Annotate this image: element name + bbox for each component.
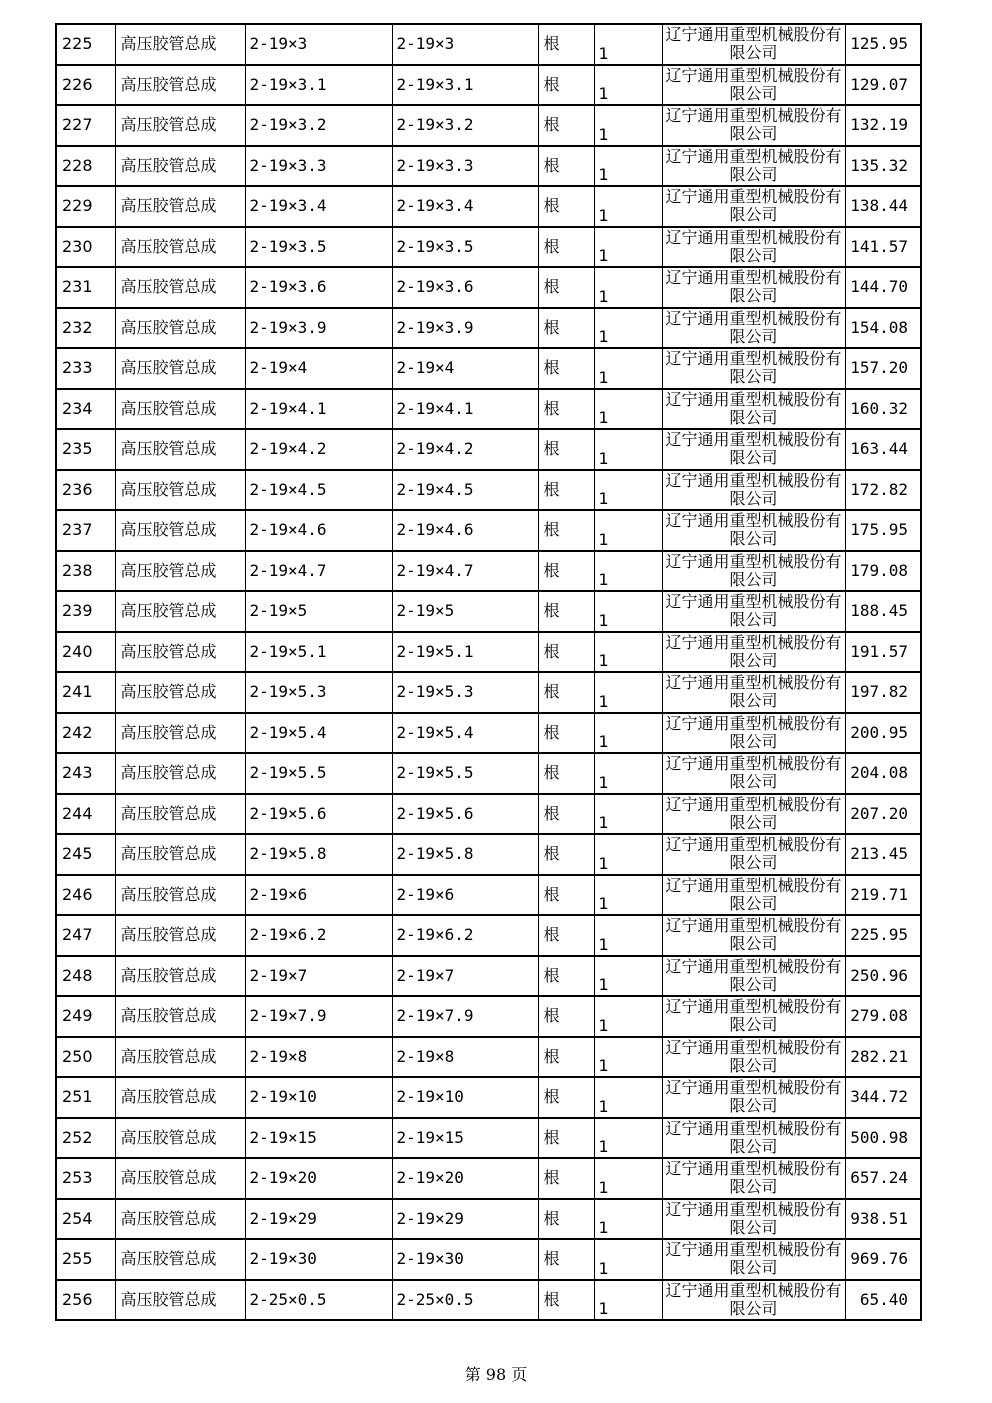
row-number: 243 bbox=[56, 753, 115, 794]
item-model: 2-19×5.1 bbox=[392, 632, 538, 673]
item-price: 282.21 bbox=[845, 1037, 921, 1078]
item-name: 高压胶管总成 bbox=[115, 713, 245, 754]
item-spec: 2-19×10 bbox=[245, 1077, 392, 1118]
item-price: 65.40 bbox=[845, 1280, 921, 1321]
item-manufacturer: 辽宁通用重型机械股份有限公司 bbox=[662, 753, 845, 794]
item-quantity: 1 bbox=[594, 672, 662, 713]
item-name: 高压胶管总成 bbox=[115, 551, 245, 592]
item-quantity: 1 bbox=[594, 227, 662, 268]
item-price: 657.24 bbox=[845, 1158, 921, 1199]
item-quantity: 1 bbox=[594, 65, 662, 106]
item-spec: 2-19×3.1 bbox=[245, 65, 392, 106]
item-unit: 根 bbox=[538, 24, 594, 65]
item-unit: 根 bbox=[538, 1037, 594, 1078]
row-number: 227 bbox=[56, 105, 115, 146]
item-price: 279.08 bbox=[845, 996, 921, 1037]
table-row bbox=[56, 956, 921, 997]
item-manufacturer: 辽宁通用重型机械股份有限公司 bbox=[662, 267, 845, 308]
item-manufacturer: 辽宁通用重型机械股份有限公司 bbox=[662, 1118, 845, 1159]
item-unit: 根 bbox=[538, 470, 594, 511]
item-model: 2-19×5.3 bbox=[392, 672, 538, 713]
item-manufacturer: 辽宁通用重型机械股份有限公司 bbox=[662, 834, 845, 875]
item-manufacturer: 辽宁通用重型机械股份有限公司 bbox=[662, 1037, 845, 1078]
item-unit: 根 bbox=[538, 672, 594, 713]
item-name: 高压胶管总成 bbox=[115, 1199, 245, 1240]
item-manufacturer: 辽宁通用重型机械股份有限公司 bbox=[662, 24, 845, 65]
item-model: 2-19×5.4 bbox=[392, 713, 538, 754]
row-number: 228 bbox=[56, 146, 115, 187]
item-quantity: 1 bbox=[594, 24, 662, 65]
item-spec: 2-19×7 bbox=[245, 956, 392, 997]
item-name: 高压胶管总成 bbox=[115, 1118, 245, 1159]
item-unit: 根 bbox=[538, 551, 594, 592]
item-unit: 根 bbox=[538, 65, 594, 106]
item-price: 500.98 bbox=[845, 1118, 921, 1159]
item-spec: 2-19×5.3 bbox=[245, 672, 392, 713]
item-manufacturer: 辽宁通用重型机械股份有限公司 bbox=[662, 915, 845, 956]
item-manufacturer: 辽宁通用重型机械股份有限公司 bbox=[662, 591, 845, 632]
item-name: 高压胶管总成 bbox=[115, 24, 245, 65]
item-quantity: 1 bbox=[594, 875, 662, 916]
item-quantity: 1 bbox=[594, 146, 662, 187]
item-name: 高压胶管总成 bbox=[115, 794, 245, 835]
item-unit: 根 bbox=[538, 1239, 594, 1280]
item-unit: 根 bbox=[538, 956, 594, 997]
row-number: 251 bbox=[56, 1077, 115, 1118]
item-quantity: 1 bbox=[594, 348, 662, 389]
table-row bbox=[56, 1077, 921, 1118]
table-row bbox=[56, 875, 921, 916]
item-name: 高压胶管总成 bbox=[115, 1239, 245, 1280]
item-quantity: 1 bbox=[594, 308, 662, 349]
item-unit: 根 bbox=[538, 1280, 594, 1321]
item-model: 2-19×5.5 bbox=[392, 753, 538, 794]
item-manufacturer: 辽宁通用重型机械股份有限公司 bbox=[662, 429, 845, 470]
item-manufacturer: 辽宁通用重型机械股份有限公司 bbox=[662, 996, 845, 1037]
table-row bbox=[56, 834, 921, 875]
table-row bbox=[56, 348, 921, 389]
item-name: 高压胶管总成 bbox=[115, 915, 245, 956]
item-name: 高压胶管总成 bbox=[115, 875, 245, 916]
item-quantity: 1 bbox=[594, 389, 662, 430]
item-manufacturer: 辽宁通用重型机械股份有限公司 bbox=[662, 389, 845, 430]
table-row bbox=[56, 267, 921, 308]
row-number: 252 bbox=[56, 1118, 115, 1159]
table-row bbox=[56, 794, 921, 835]
item-spec: 2-19×4.2 bbox=[245, 429, 392, 470]
item-manufacturer: 辽宁通用重型机械股份有限公司 bbox=[662, 348, 845, 389]
table-row bbox=[56, 429, 921, 470]
item-quantity: 1 bbox=[594, 834, 662, 875]
table-row bbox=[56, 1158, 921, 1199]
item-price: 200.95 bbox=[845, 713, 921, 754]
item-price: 225.95 bbox=[845, 915, 921, 956]
item-manufacturer: 辽宁通用重型机械股份有限公司 bbox=[662, 1077, 845, 1118]
item-model: 2-19×8 bbox=[392, 1037, 538, 1078]
item-model: 2-19×3.6 bbox=[392, 267, 538, 308]
item-manufacturer: 辽宁通用重型机械股份有限公司 bbox=[662, 1280, 845, 1321]
item-model: 2-19×3.3 bbox=[392, 146, 538, 187]
item-quantity: 1 bbox=[594, 956, 662, 997]
table-row bbox=[56, 65, 921, 106]
table-row bbox=[56, 227, 921, 268]
item-model: 2-19×7 bbox=[392, 956, 538, 997]
row-number: 226 bbox=[56, 65, 115, 106]
item-price: 969.76 bbox=[845, 1239, 921, 1280]
row-number: 255 bbox=[56, 1239, 115, 1280]
row-number: 233 bbox=[56, 348, 115, 389]
item-quantity: 1 bbox=[594, 470, 662, 511]
item-quantity: 1 bbox=[594, 915, 662, 956]
item-spec: 2-19×29 bbox=[245, 1199, 392, 1240]
row-number: 236 bbox=[56, 470, 115, 511]
item-name: 高压胶管总成 bbox=[115, 753, 245, 794]
item-name: 高压胶管总成 bbox=[115, 510, 245, 551]
table-row bbox=[56, 753, 921, 794]
item-spec: 2-19×5.6 bbox=[245, 794, 392, 835]
item-price: 135.32 bbox=[845, 146, 921, 187]
item-price: 138.44 bbox=[845, 186, 921, 227]
row-number: 247 bbox=[56, 915, 115, 956]
item-manufacturer: 辽宁通用重型机械股份有限公司 bbox=[662, 510, 845, 551]
item-model: 2-19×3 bbox=[392, 24, 538, 65]
item-unit: 根 bbox=[538, 875, 594, 916]
item-spec: 2-19×20 bbox=[245, 1158, 392, 1199]
item-manufacturer: 辽宁通用重型机械股份有限公司 bbox=[662, 713, 845, 754]
item-name: 高压胶管总成 bbox=[115, 1037, 245, 1078]
table-row bbox=[56, 105, 921, 146]
item-price: 163.44 bbox=[845, 429, 921, 470]
item-spec: 2-19×15 bbox=[245, 1118, 392, 1159]
item-model: 2-19×5 bbox=[392, 591, 538, 632]
item-name: 高压胶管总成 bbox=[115, 389, 245, 430]
item-unit: 根 bbox=[538, 1158, 594, 1199]
item-spec: 2-19×3.9 bbox=[245, 308, 392, 349]
row-number: 249 bbox=[56, 996, 115, 1037]
item-price: 144.70 bbox=[845, 267, 921, 308]
item-model: 2-19×30 bbox=[392, 1239, 538, 1280]
item-price: 141.57 bbox=[845, 227, 921, 268]
item-price: 179.08 bbox=[845, 551, 921, 592]
table-row bbox=[56, 1118, 921, 1159]
price-list-table bbox=[55, 23, 922, 1321]
item-quantity: 1 bbox=[594, 1280, 662, 1321]
row-number: 246 bbox=[56, 875, 115, 916]
item-spec: 2-19×3.6 bbox=[245, 267, 392, 308]
item-manufacturer: 辽宁通用重型机械股份有限公司 bbox=[662, 146, 845, 187]
row-number: 234 bbox=[56, 389, 115, 430]
item-price: 132.19 bbox=[845, 105, 921, 146]
item-model: 2-19×4.2 bbox=[392, 429, 538, 470]
item-model: 2-19×6 bbox=[392, 875, 538, 916]
row-number: 238 bbox=[56, 551, 115, 592]
item-name: 高压胶管总成 bbox=[115, 227, 245, 268]
item-quantity: 1 bbox=[594, 753, 662, 794]
item-quantity: 1 bbox=[594, 510, 662, 551]
item-model: 2-19×29 bbox=[392, 1199, 538, 1240]
item-quantity: 1 bbox=[594, 551, 662, 592]
item-quantity: 1 bbox=[594, 1077, 662, 1118]
item-price: 172.82 bbox=[845, 470, 921, 511]
table-row bbox=[56, 591, 921, 632]
item-unit: 根 bbox=[538, 186, 594, 227]
row-number: 248 bbox=[56, 956, 115, 997]
row-number: 237 bbox=[56, 510, 115, 551]
item-manufacturer: 辽宁通用重型机械股份有限公司 bbox=[662, 186, 845, 227]
item-model: 2-19×15 bbox=[392, 1118, 538, 1159]
item-quantity: 1 bbox=[594, 429, 662, 470]
item-model: 2-19×4.7 bbox=[392, 551, 538, 592]
item-name: 高压胶管总成 bbox=[115, 146, 245, 187]
row-number: 242 bbox=[56, 713, 115, 754]
item-quantity: 1 bbox=[594, 1239, 662, 1280]
table-row bbox=[56, 24, 921, 65]
page-number: 第 98 页 bbox=[464, 1365, 528, 1384]
item-quantity: 1 bbox=[594, 1037, 662, 1078]
item-price: 938.51 bbox=[845, 1199, 921, 1240]
table-row bbox=[56, 632, 921, 673]
item-price: 175.95 bbox=[845, 510, 921, 551]
item-spec: 2-19×5.1 bbox=[245, 632, 392, 673]
item-spec: 2-19×3.2 bbox=[245, 105, 392, 146]
item-spec: 2-19×6.2 bbox=[245, 915, 392, 956]
row-number: 235 bbox=[56, 429, 115, 470]
item-unit: 根 bbox=[538, 591, 594, 632]
item-model: 2-19×3.2 bbox=[392, 105, 538, 146]
item-manufacturer: 辽宁通用重型机械股份有限公司 bbox=[662, 105, 845, 146]
item-spec: 2-19×3.4 bbox=[245, 186, 392, 227]
item-unit: 根 bbox=[538, 267, 594, 308]
item-name: 高压胶管总成 bbox=[115, 267, 245, 308]
item-name: 高压胶管总成 bbox=[115, 632, 245, 673]
item-name: 高压胶管总成 bbox=[115, 105, 245, 146]
item-model: 2-19×4.6 bbox=[392, 510, 538, 551]
item-quantity: 1 bbox=[594, 1118, 662, 1159]
row-number: 254 bbox=[56, 1199, 115, 1240]
item-unit: 根 bbox=[538, 348, 594, 389]
item-name: 高压胶管总成 bbox=[115, 591, 245, 632]
row-number: 244 bbox=[56, 794, 115, 835]
item-unit: 根 bbox=[538, 834, 594, 875]
table-body bbox=[56, 24, 921, 1320]
item-model: 2-19×20 bbox=[392, 1158, 538, 1199]
item-model: 2-19×3.1 bbox=[392, 65, 538, 106]
item-model: 2-19×3.4 bbox=[392, 186, 538, 227]
item-model: 2-19×3.5 bbox=[392, 227, 538, 268]
item-manufacturer: 辽宁通用重型机械股份有限公司 bbox=[662, 875, 845, 916]
item-name: 高压胶管总成 bbox=[115, 1077, 245, 1118]
table-row bbox=[56, 146, 921, 187]
item-model: 2-19×3.9 bbox=[392, 308, 538, 349]
item-name: 高压胶管总成 bbox=[115, 1158, 245, 1199]
item-price: 219.71 bbox=[845, 875, 921, 916]
item-spec: 2-19×8 bbox=[245, 1037, 392, 1078]
item-name: 高压胶管总成 bbox=[115, 996, 245, 1037]
item-spec: 2-19×3 bbox=[245, 24, 392, 65]
row-number: 240 bbox=[56, 632, 115, 673]
item-name: 高压胶管总成 bbox=[115, 65, 245, 106]
row-number: 245 bbox=[56, 834, 115, 875]
item-quantity: 1 bbox=[594, 105, 662, 146]
item-spec: 2-19×6 bbox=[245, 875, 392, 916]
table-row bbox=[56, 996, 921, 1037]
row-number: 253 bbox=[56, 1158, 115, 1199]
item-price: 129.07 bbox=[845, 65, 921, 106]
item-unit: 根 bbox=[538, 105, 594, 146]
item-unit: 根 bbox=[538, 389, 594, 430]
item-unit: 根 bbox=[538, 1199, 594, 1240]
item-spec: 2-19×3.5 bbox=[245, 227, 392, 268]
item-manufacturer: 辽宁通用重型机械股份有限公司 bbox=[662, 794, 845, 835]
item-spec: 2-19×5.5 bbox=[245, 753, 392, 794]
item-quantity: 1 bbox=[594, 632, 662, 673]
item-price: 197.82 bbox=[845, 672, 921, 713]
item-model: 2-19×4.1 bbox=[392, 389, 538, 430]
table-row bbox=[56, 1199, 921, 1240]
row-number: 230 bbox=[56, 227, 115, 268]
item-manufacturer: 辽宁通用重型机械股份有限公司 bbox=[662, 551, 845, 592]
row-number: 232 bbox=[56, 308, 115, 349]
table-row bbox=[56, 186, 921, 227]
item-manufacturer: 辽宁通用重型机械股份有限公司 bbox=[662, 632, 845, 673]
item-name: 高压胶管总成 bbox=[115, 1280, 245, 1321]
item-price: 344.72 bbox=[845, 1077, 921, 1118]
row-number: 231 bbox=[56, 267, 115, 308]
item-quantity: 1 bbox=[594, 1158, 662, 1199]
item-spec: 2-19×7.9 bbox=[245, 996, 392, 1037]
table-row bbox=[56, 470, 921, 511]
item-price: 191.57 bbox=[845, 632, 921, 673]
item-name: 高压胶管总成 bbox=[115, 672, 245, 713]
item-manufacturer: 辽宁通用重型机械股份有限公司 bbox=[662, 1199, 845, 1240]
item-spec: 2-19×4.7 bbox=[245, 551, 392, 592]
row-number: 225 bbox=[56, 24, 115, 65]
item-quantity: 1 bbox=[594, 186, 662, 227]
item-price: 160.32 bbox=[845, 389, 921, 430]
table-row bbox=[56, 672, 921, 713]
item-spec: 2-25×0.5 bbox=[245, 1280, 392, 1321]
item-unit: 根 bbox=[538, 794, 594, 835]
item-spec: 2-19×5.8 bbox=[245, 834, 392, 875]
item-quantity: 1 bbox=[594, 713, 662, 754]
item-unit: 根 bbox=[538, 1077, 594, 1118]
item-name: 高压胶管总成 bbox=[115, 308, 245, 349]
item-unit: 根 bbox=[538, 429, 594, 470]
table-row bbox=[56, 1280, 921, 1321]
row-number: 241 bbox=[56, 672, 115, 713]
item-manufacturer: 辽宁通用重型机械股份有限公司 bbox=[662, 1158, 845, 1199]
row-number: 250 bbox=[56, 1037, 115, 1078]
item-price: 204.08 bbox=[845, 753, 921, 794]
item-manufacturer: 辽宁通用重型机械股份有限公司 bbox=[662, 227, 845, 268]
item-quantity: 1 bbox=[594, 996, 662, 1037]
row-number: 239 bbox=[56, 591, 115, 632]
item-price: 207.20 bbox=[845, 794, 921, 835]
item-unit: 根 bbox=[538, 915, 594, 956]
item-name: 高压胶管总成 bbox=[115, 956, 245, 997]
item-spec: 2-19×5 bbox=[245, 591, 392, 632]
item-spec: 2-19×30 bbox=[245, 1239, 392, 1280]
item-price: 157.20 bbox=[845, 348, 921, 389]
item-unit: 根 bbox=[538, 146, 594, 187]
item-model: 2-19×5.6 bbox=[392, 794, 538, 835]
item-price: 250.96 bbox=[845, 956, 921, 997]
row-number: 256 bbox=[56, 1280, 115, 1321]
item-name: 高压胶管总成 bbox=[115, 470, 245, 511]
item-manufacturer: 辽宁通用重型机械股份有限公司 bbox=[662, 1239, 845, 1280]
item-manufacturer: 辽宁通用重型机械股份有限公司 bbox=[662, 470, 845, 511]
table-row bbox=[56, 1037, 921, 1078]
item-manufacturer: 辽宁通用重型机械股份有限公司 bbox=[662, 956, 845, 997]
table-row bbox=[56, 389, 921, 430]
item-quantity: 1 bbox=[594, 1199, 662, 1240]
item-spec: 2-19×3.3 bbox=[245, 146, 392, 187]
item-price: 125.95 bbox=[845, 24, 921, 65]
item-spec: 2-19×5.4 bbox=[245, 713, 392, 754]
item-unit: 根 bbox=[538, 308, 594, 349]
item-unit: 根 bbox=[538, 510, 594, 551]
item-model: 2-19×10 bbox=[392, 1077, 538, 1118]
item-unit: 根 bbox=[538, 227, 594, 268]
item-unit: 根 bbox=[538, 996, 594, 1037]
item-manufacturer: 辽宁通用重型机械股份有限公司 bbox=[662, 308, 845, 349]
item-model: 2-19×5.8 bbox=[392, 834, 538, 875]
item-spec: 2-19×4.1 bbox=[245, 389, 392, 430]
item-name: 高压胶管总成 bbox=[115, 348, 245, 389]
item-unit: 根 bbox=[538, 632, 594, 673]
item-name: 高压胶管总成 bbox=[115, 186, 245, 227]
item-spec: 2-19×4.5 bbox=[245, 470, 392, 511]
item-model: 2-25×0.5 bbox=[392, 1280, 538, 1321]
item-spec: 2-19×4.6 bbox=[245, 510, 392, 551]
item-quantity: 1 bbox=[594, 267, 662, 308]
item-unit: 根 bbox=[538, 713, 594, 754]
table-row bbox=[56, 915, 921, 956]
item-model: 2-19×4.5 bbox=[392, 470, 538, 511]
table-row bbox=[56, 510, 921, 551]
item-name: 高压胶管总成 bbox=[115, 429, 245, 470]
item-spec: 2-19×4 bbox=[245, 348, 392, 389]
item-unit: 根 bbox=[538, 1118, 594, 1159]
item-manufacturer: 辽宁通用重型机械股份有限公司 bbox=[662, 65, 845, 106]
table-row bbox=[56, 551, 921, 592]
item-name: 高压胶管总成 bbox=[115, 834, 245, 875]
row-number: 229 bbox=[56, 186, 115, 227]
item-price: 154.08 bbox=[845, 308, 921, 349]
item-quantity: 1 bbox=[594, 794, 662, 835]
table-row bbox=[56, 1239, 921, 1280]
item-price: 188.45 bbox=[845, 591, 921, 632]
item-unit: 根 bbox=[538, 753, 594, 794]
item-quantity: 1 bbox=[594, 591, 662, 632]
item-manufacturer: 辽宁通用重型机械股份有限公司 bbox=[662, 672, 845, 713]
item-model: 2-19×7.9 bbox=[392, 996, 538, 1037]
item-price: 213.45 bbox=[845, 834, 921, 875]
item-model: 2-19×6.2 bbox=[392, 915, 538, 956]
table-row bbox=[56, 713, 921, 754]
table-row bbox=[56, 308, 921, 349]
item-model: 2-19×4 bbox=[392, 348, 538, 389]
